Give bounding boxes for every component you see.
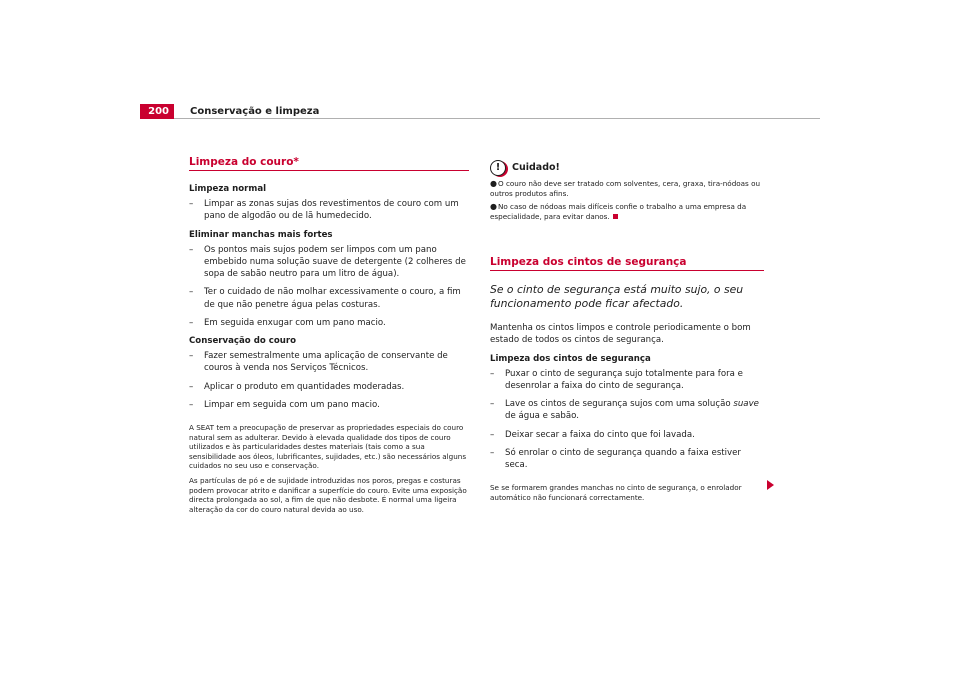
list-item: – Fazer semestralmente uma aplicação de conservante de couros à venda nos Serviços Técnicos. (189, 351, 448, 374)
note-paragraph: A SEAT tem a preocupação de preservar as propriedades especiais do couro natural sem as adulterar. Devido à elevada qualidade dos tipos de couro utilizados e às particularidades destes materiais (tais como a sua sensibilidade aos óleos, lubrificantes, sujidades, etc.) são necessários alguns cuidados no seu uso e conservação. (189, 423, 467, 471)
subheading-belt-cleaning: Limpeza dos cintos de segurança (490, 353, 651, 364)
note-paragraph: As partículas de pó e de sujidade introduzidas nos poros, pregas e costuras podem provocar atrito e danificar a superfície do couro. Evite uma exposição directa prolongada ao sol, a fim de que não desbote. É normal uma ligeira alteração da cor do couro natural devida ao uso. (189, 476, 467, 514)
triangle-right-icon (767, 480, 774, 490)
subheading-normal-cleaning: Limpeza normal (189, 184, 267, 194)
list-item: – Limpar em seguida com um pano macio. (189, 399, 380, 410)
list-item: – Lave os cintos de segurança sujos com uma solução suave de água e sabão. (490, 399, 759, 422)
list-item: – Os pontos mais sujos podem ser limpos com um pano embebido numa solução suave de detergente (2 colheres de sopa de sabão neutro para um litro de água). (189, 244, 466, 280)
subheading-stains: Eliminar manchas mais fortes (189, 229, 333, 240)
note-paragraph: Se se formarem grandes manchas no cinto de segurança, o enrolador automático não funcionará correctamente. (490, 483, 742, 502)
list-item: – Puxar o cinto de segurança sujo totalmente para fora e desenrolar a faixa do cinto de segurança. (490, 368, 743, 391)
caution-header (490, 160, 764, 176)
end-marker-icon (613, 214, 618, 219)
list-item: – Ter o cuidado de não molhar excessivamente o couro, a fim de que não penetre água pelas costuras. (189, 287, 461, 310)
left-column (189, 156, 469, 519)
caution-item: ●O couro não deve ser tratado com solventes, cera, graxa, tira-nódoas ou outros produtos afins. (490, 179, 761, 198)
subheading-leather-care: Conservação do couro (189, 336, 297, 347)
bullet-icon: ● (490, 202, 497, 212)
section-title-seatbelts: Limpeza dos cintos de segurança (490, 256, 764, 271)
list-item: – Deixar secar a faixa do cinto que foi lavada. (490, 429, 695, 440)
header-rule (174, 118, 820, 119)
caution-label: Cuidado! (512, 161, 560, 173)
list-item: – Aplicar o produto em quantidades moderadas. (189, 381, 405, 392)
caution-item: ●No caso de nódoas mais difíceis confie o trabalho a uma empresa da especialidade, para evitar danos. (490, 202, 747, 221)
running-header-title: Conservação e limpeza (190, 106, 320, 117)
section-title-leather: Limpeza do couro* (189, 156, 469, 171)
section-subtitle: Se o cinto de segurança está muito sujo, o seu funcionamento pode ficar afectado. (490, 283, 744, 310)
exclamation-circle-icon: ! (490, 160, 506, 176)
list-item: – Em seguida enxugar com um pano macio. (189, 317, 386, 328)
right-column (490, 160, 764, 507)
bullet-icon: ● (490, 179, 497, 188)
list-item: – Limpar as zonas sujas dos revestimentos de couro com um pano de algodão ou de lã humedecido. (189, 199, 459, 222)
page-number: 200 (140, 104, 174, 119)
list-item: – Só enrolar o cinto de segurança quando a faixa estiver seca. (490, 447, 741, 471)
intro-paragraph: Mantenha os cintos limpos e controle periodicamente o bom estado de todos os cintos de segurança. (490, 323, 751, 346)
